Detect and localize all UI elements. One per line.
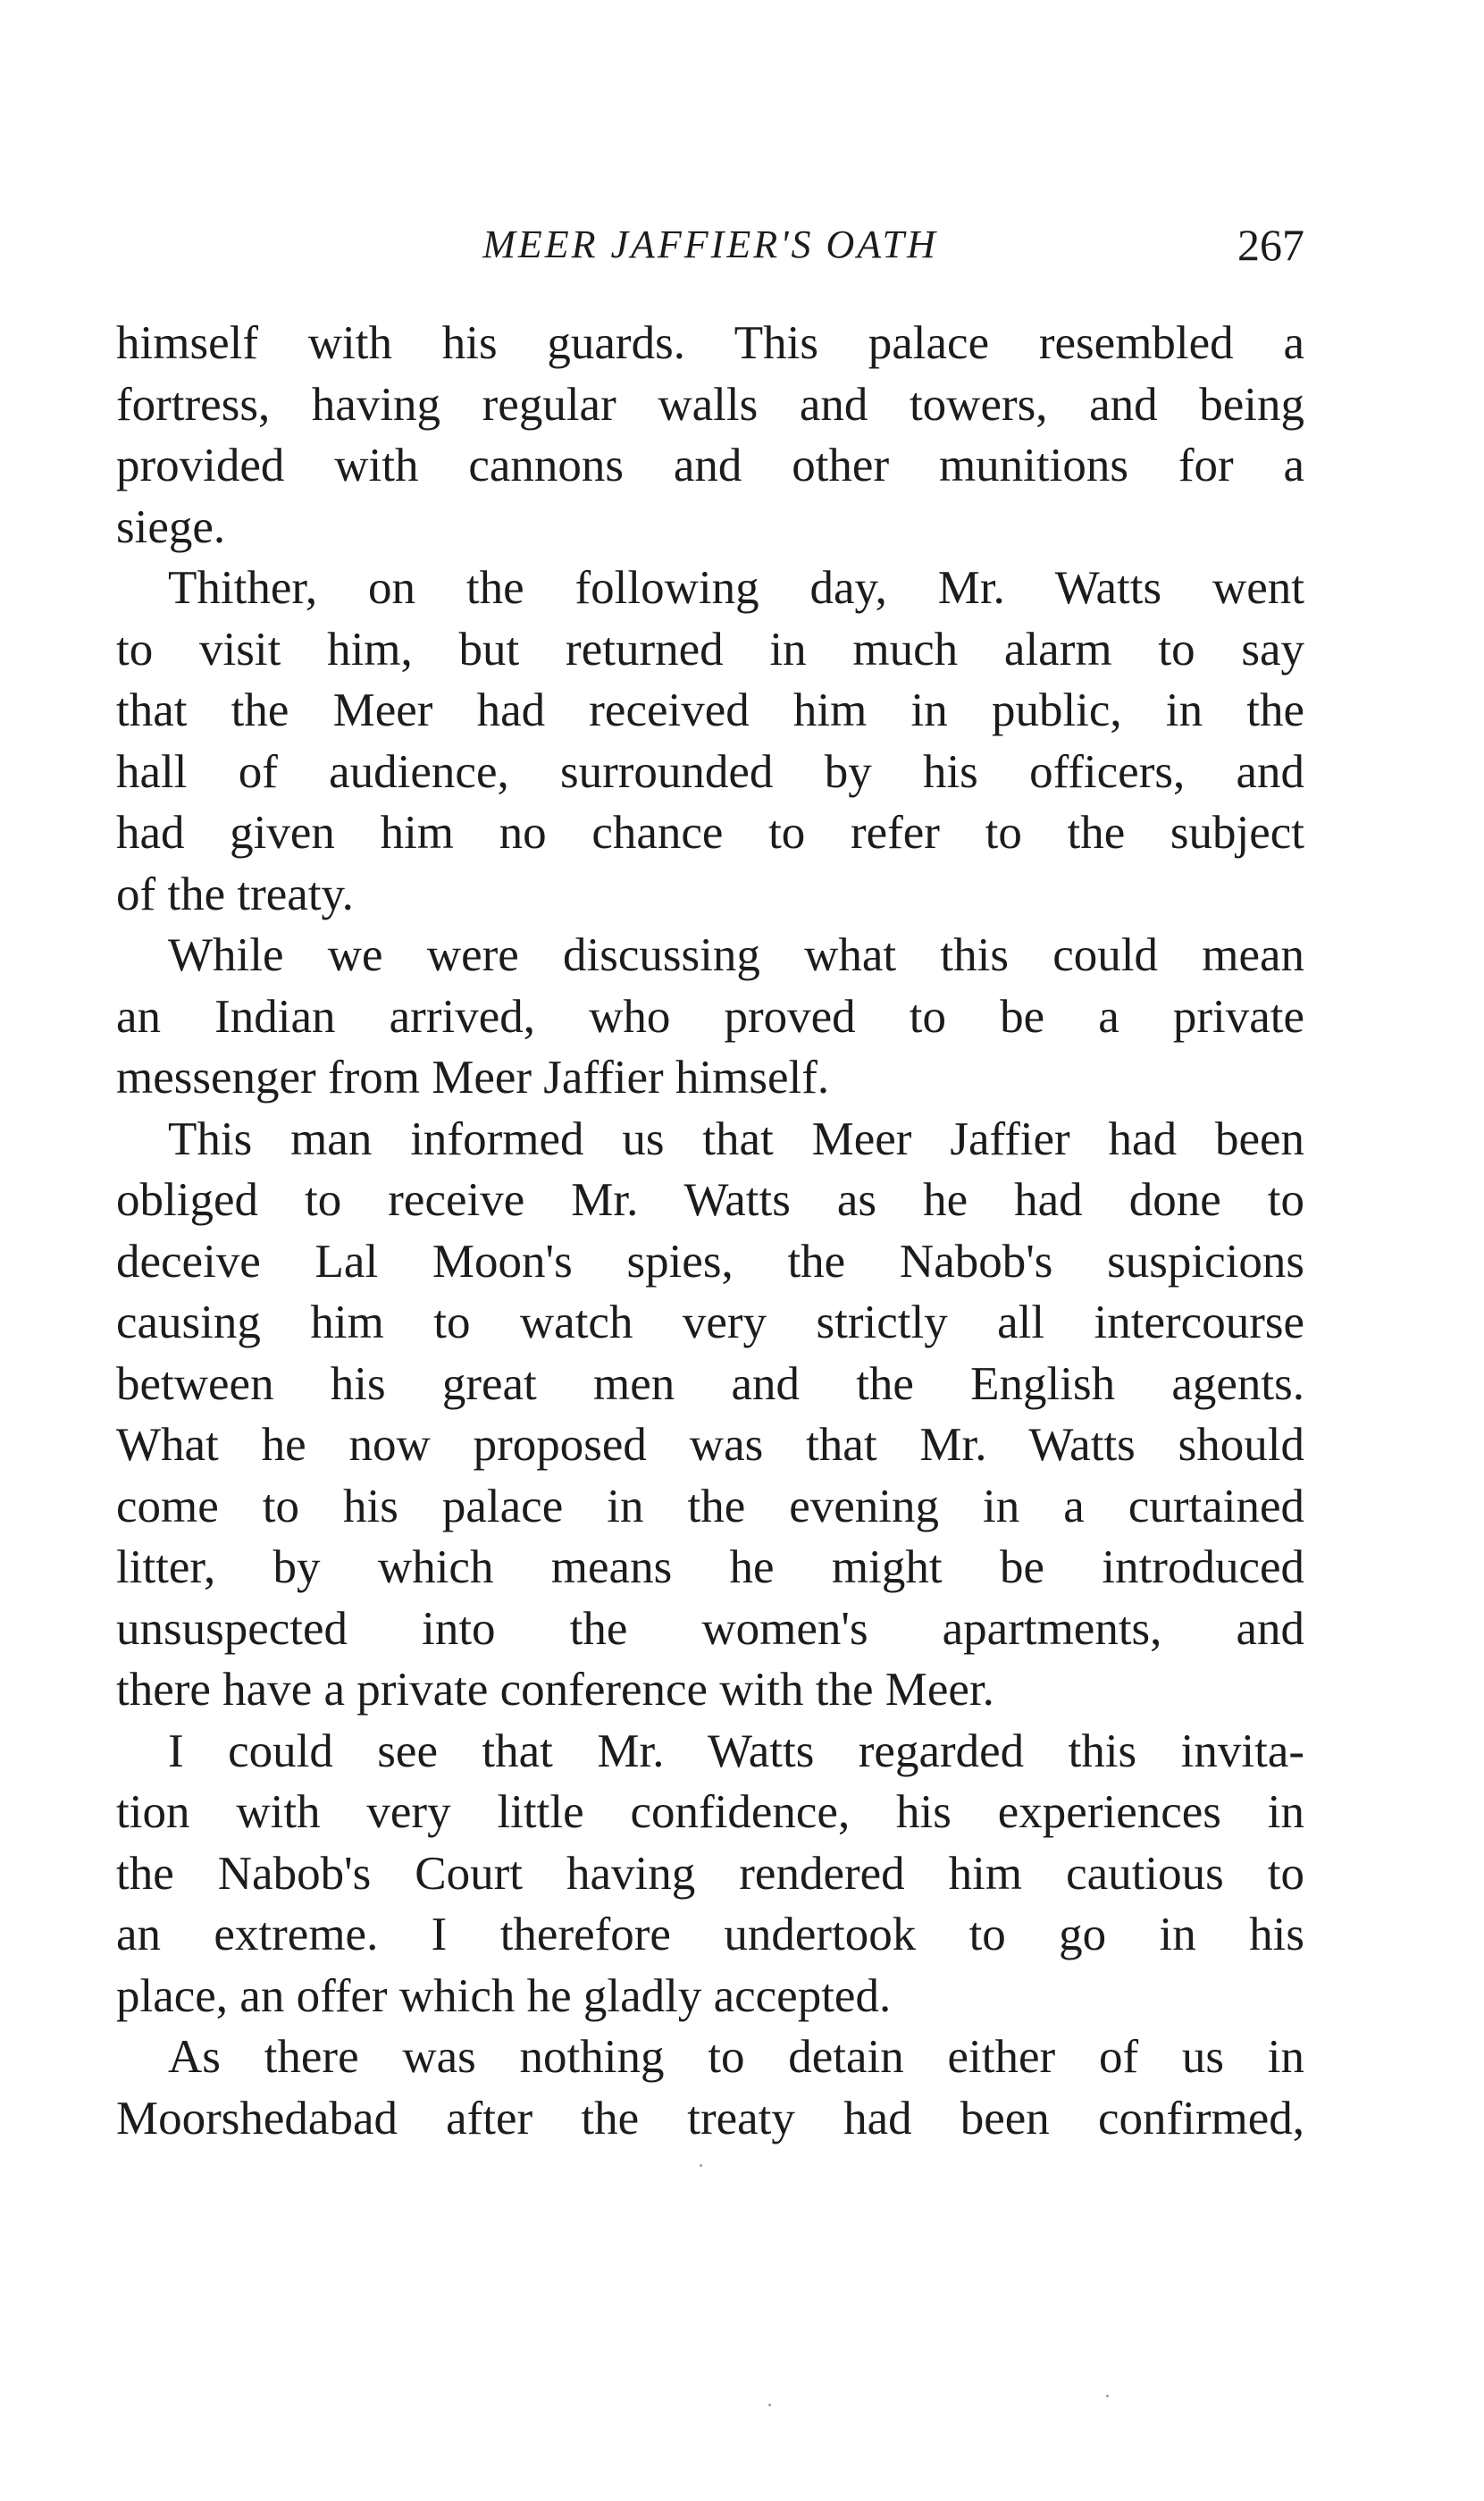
text-line: I could see that Mr. Watts regarded this invita-	[168, 1725, 1304, 1777]
running-title: MEER JAFFIER'S OATH	[482, 222, 938, 266]
paper-speck	[768, 2404, 771, 2406]
text-line: litter, by which means he might be introduced	[116, 1541, 1304, 1593]
text-line: causing him to watch very strictly all intercourse	[116, 1297, 1304, 1348]
text-line: obliged to receive Mr. Watts as he had done to	[116, 1174, 1304, 1226]
text-line: messenger from Meer Jaffier himself.	[116, 1052, 830, 1104]
text-line: deceive Lal Moon's spies, the Nabob's suspicions	[116, 1235, 1304, 1288]
text-line: that the Meer had received him in public, in the	[116, 684, 1304, 736]
page-number: 267	[1237, 220, 1304, 270]
text-line: provided with cannons and other munitions for a	[116, 440, 1304, 491]
text-line: Moorshedabad after the treaty had been confirmed,	[116, 2092, 1304, 2144]
text-line: hall of audience, surrounded by his officers, and	[116, 745, 1304, 798]
text-line: tion with very little confidence, his experiences in	[116, 1786, 1304, 1838]
text-line: there have a private conference with the Meer.	[116, 1664, 994, 1716]
text-line: What he now proposed was that Mr. Watts should	[116, 1419, 1304, 1471]
text-line: an Indian arrived, who proved to be a private	[116, 990, 1304, 1043]
paper-speck	[1106, 2395, 1109, 2397]
text-line: to visit him, but returned in much alarm to say	[116, 623, 1304, 676]
text-line: come to his palace in the evening in a curtained	[116, 1480, 1304, 1532]
text-line: an extreme. I therefore undertook to go in his	[116, 1909, 1304, 1960]
text-line: himself with his guards. This palace resembled a	[116, 317, 1304, 369]
text-line: of the treaty.	[116, 868, 354, 920]
body-text	[116, 313, 1304, 2149]
text-line: unsuspected into the women's apartments, and	[116, 1602, 1304, 1655]
text-line: fortress, having regular walls and towers, and being	[116, 378, 1304, 431]
text-line: had given him no chance to refer to the subject	[116, 807, 1304, 859]
text-line: While we were discussing what this could mean	[168, 929, 1304, 981]
text-line: Thither, on the following day, Mr. Watts went	[168, 562, 1304, 614]
text-line: place, an offer which he gladly accepted.	[116, 1969, 892, 2022]
text-line: the Nabob's Court having rendered him cautious to	[116, 1847, 1304, 1900]
text-line: between his great men and the English agents.	[116, 1357, 1304, 1410]
text-line: siege.	[116, 500, 226, 553]
paper-speck	[700, 2164, 702, 2167]
running-header	[116, 218, 1304, 272]
text-line: As there was nothing to detain either of us in	[168, 2031, 1304, 2083]
text-line: This man informed us that Meer Jaffier had been	[168, 1112, 1304, 1165]
